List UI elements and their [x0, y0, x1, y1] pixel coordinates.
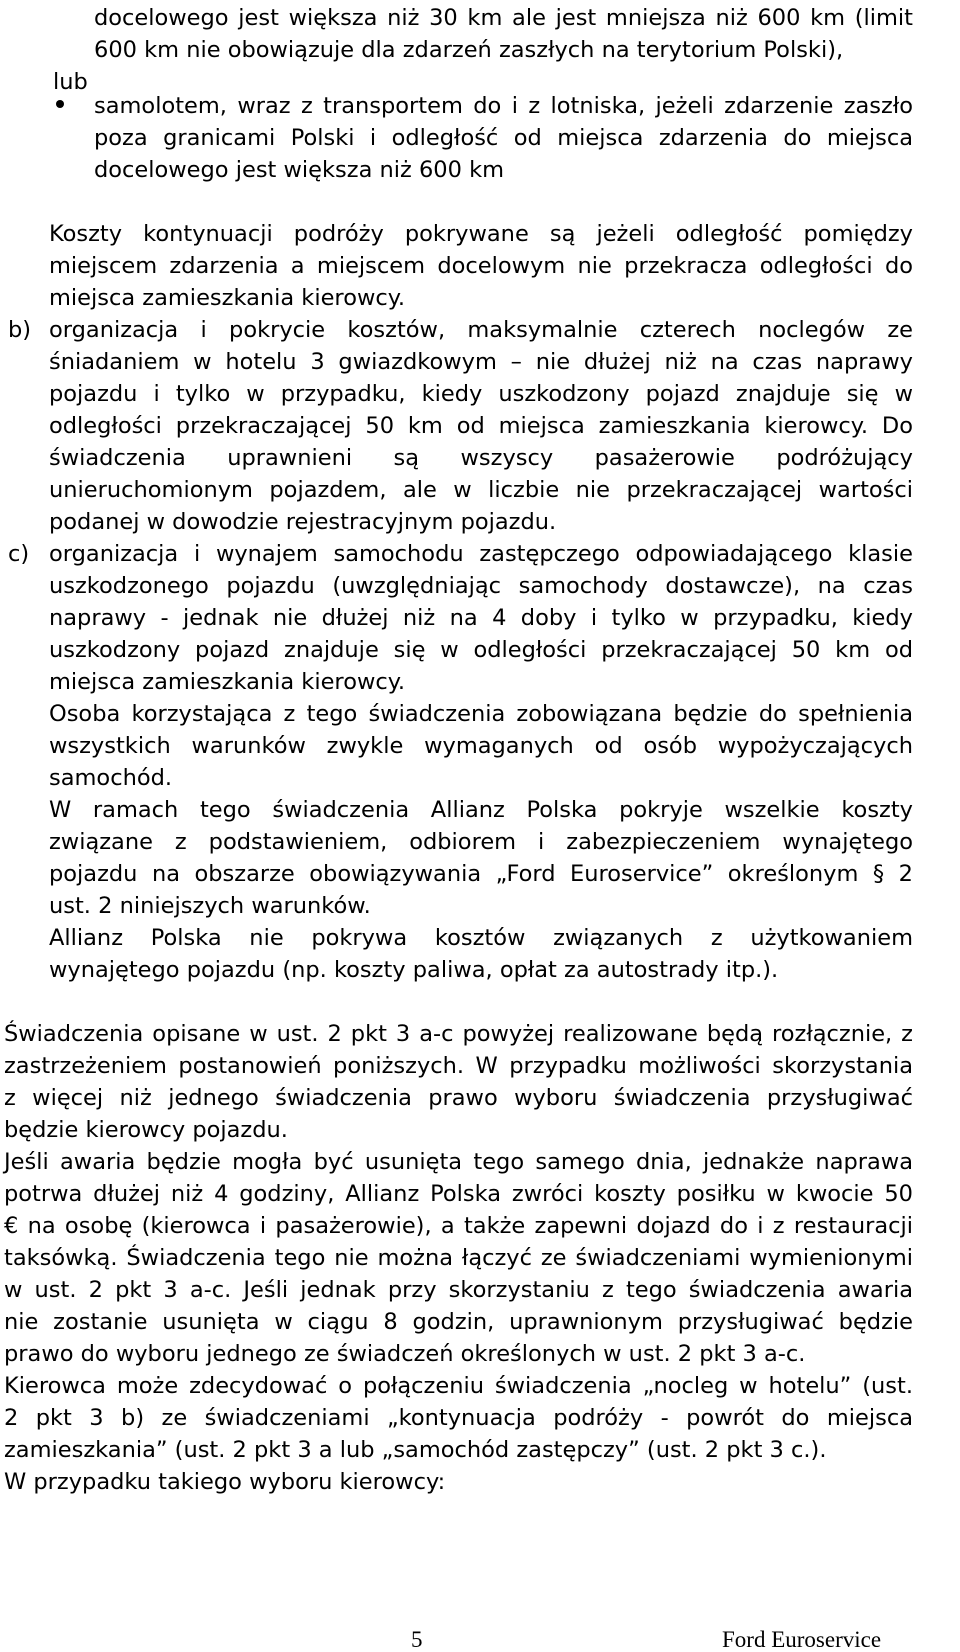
- closing-line: W przypadku takiego wyboru kierowcy:: [4, 1469, 446, 1495]
- closing-line: Jeśli awaria będzie mogła być usunięta tego samego dnia, jednakże naprawa: [4, 1149, 913, 1175]
- item-b-line: odległości przekraczającej 50 km od miejsca zamieszkania kierowcy. Do: [49, 413, 913, 439]
- item-c-line: wszystkich warunków zwykle wymaganych od osób wypożyczających: [49, 733, 913, 759]
- item-c-line: W ramach tego świadczenia Allianz Polska pokryje wszelkie koszty: [49, 797, 913, 823]
- item-c-line: związane z podstawieniem, odbiorem i zabezpieczeniem wynajętego: [49, 829, 913, 855]
- closing-line: będzie kierowcy pojazdu.: [4, 1117, 288, 1143]
- closing-line: potrwa dłużej niż 4 godziny, Allianz Polska zwróci koszty posiłku w kwocie 50: [4, 1181, 913, 1207]
- koszty-line: miejscem zdarzenia a miejscem docelowym nie przekracza odległości do: [49, 253, 913, 279]
- bullet-icon: [56, 100, 64, 108]
- item-b-line: unieruchomionym pojazdem, ale w liczbie nie przekraczającej wartości: [49, 477, 913, 503]
- item-c-line: Allianz Polska nie pokrywa kosztów związanych z użytkowaniem: [49, 925, 913, 951]
- bullet-line: samolotem, wraz z transportem do i z lotniska, jeżeli zdarzenie zaszło: [94, 93, 913, 119]
- item-b-line: podanej w dowodzie rejestracyjnym pojazdu.: [49, 509, 557, 535]
- bullet-line: poza granicami Polski i odległość od miejsca zdarzenia do miejsca: [94, 125, 913, 151]
- closing-line: w ust. 2 pkt 3 a-c. Jeśli jednak przy skorzystaniu z tego świadczenia awaria: [4, 1277, 913, 1303]
- item-c-line: naprawy - jednak nie dłużej niż na 4 doby i tylko w przypadku, kiedy: [49, 605, 913, 631]
- item-b-marker: b): [8, 317, 32, 343]
- item-b-line: pojazdu i tylko w przypadku, kiedy uszkodzony pojazd znajduje się w: [49, 381, 913, 407]
- closing-line: zamieszkania” (ust. 2 pkt 3 a lub „samochód zastępczy” (ust. 2 pkt 3 c.).: [4, 1437, 827, 1463]
- item-b-line: śniadaniem w hotelu 3 gwiazdkowym – nie dłużej niż na czas naprawy: [49, 349, 913, 375]
- closing-line: taksówką. Świadczenia tego nie można łączyć ze świadczeniami wymienionymi: [4, 1245, 913, 1271]
- item-c-line: Osoba korzystająca z tego świadczenia zobowiązana będzie do spełnienia: [49, 701, 913, 727]
- item-c-line: organizacja i wynajem samochodu zastępczego odpowiadającego klasie: [49, 541, 913, 567]
- item-c-line: pojazdu na obszarze obowiązywania „Ford Euroservice” określonym § 2: [49, 861, 913, 887]
- closing-line: Świadczenia opisane w ust. 2 pkt 3 a-c powyżej realizowane będą rozłącznie, z: [4, 1021, 913, 1047]
- closing-line: 2 pkt 3 b) ze świadczeniami „kontynuacja podróży - powrót do miejsca: [4, 1405, 913, 1431]
- koszty-line: Koszty kontynuacji podróży pokrywane są jeżeli odległość pomiędzy: [49, 221, 913, 247]
- closing-line: € na osobę (kierowca i pasażerowie), a także zapewni dojazd do i z restauracji: [4, 1213, 913, 1239]
- closing-line: prawo do wyboru jednego ze świadczeń określonych w ust. 2 pkt 3 a-c.: [4, 1341, 806, 1367]
- closing-line: nie zostanie usunięta w ciągu 8 godzin, uprawnionym przysługiwać będzie: [4, 1309, 913, 1335]
- item-c-line: miejsca zamieszkania kierowcy.: [49, 669, 405, 695]
- intro-line: docelowego jest większa niż 30 km ale jest mniejsza niż 600 km (limit: [94, 5, 913, 31]
- bullet-line: docelowego jest większa niż 600 km: [94, 157, 505, 183]
- footer-brand: Ford Euroservice: [722, 1627, 882, 1652]
- item-c-line: uszkodzony pojazd znajduje się w odległości przekraczającej 50 km od: [49, 637, 913, 663]
- koszty-line: miejsca zamieszkania kierowcy.: [49, 285, 405, 311]
- closing-line: Kierowca może zdecydować o połączeniu świadczenia „nocleg w hotelu” (ust.: [4, 1373, 913, 1399]
- page-number: 5: [411, 1627, 423, 1652]
- item-c-line: uszkodzonego pojazdu (uwzględniając samochody dostawcze), na czas: [49, 573, 913, 599]
- closing-line: zastrzeżeniem postanowień poniższych. W przypadku możliwości skorzystania: [4, 1053, 913, 1079]
- item-c-line: samochód.: [49, 765, 173, 791]
- item-c-marker: c): [8, 541, 30, 567]
- closing-line: z więcej niż jednego świadczenia prawo wyboru świadczenia przysługiwać: [4, 1085, 913, 1111]
- item-b-line: organizacja i pokrycie kosztów, maksymalnie czterech noclegów ze: [49, 317, 913, 343]
- item-c-line: ust. 2 niniejszych warunków.: [49, 893, 371, 919]
- item-b-line: świadczenia uprawnieni są wszyscy pasażerowie podróżujący: [49, 445, 913, 471]
- intro-line: 600 km nie obowiązuje dla zdarzeń zaszłych na terytorium Polski),: [94, 37, 844, 63]
- item-c-line: wynajętego pojazdu (np. koszty paliwa, opłat za autostrady itp.).: [49, 957, 779, 983]
- intro-line: lub: [53, 69, 88, 95]
